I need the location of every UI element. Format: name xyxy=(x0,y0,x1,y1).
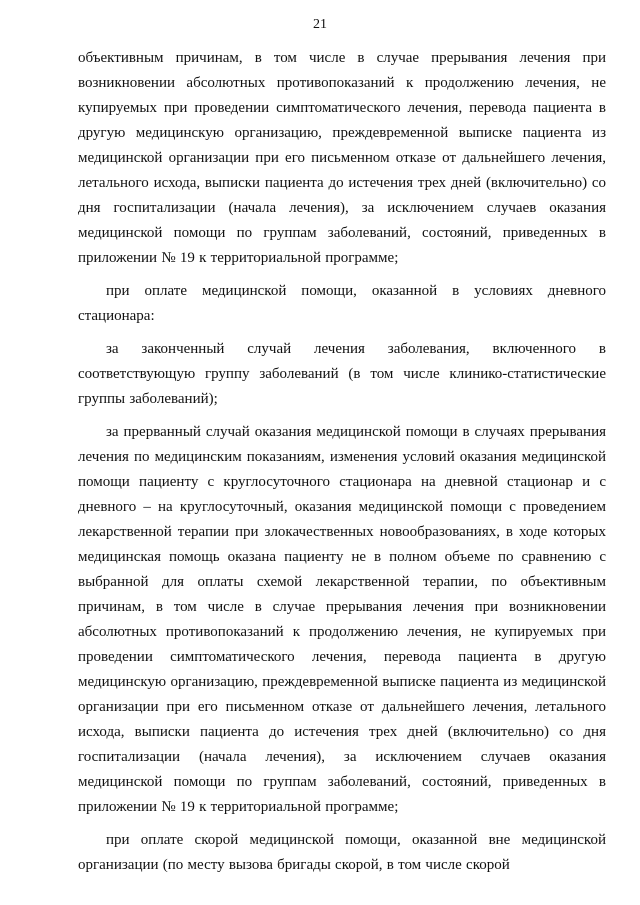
paragraph-interrupted-case: за прерванный случай оказания медицинской помощи в случаях прерывания лечения по медицинским показаниям, изменения условий оказания медицинской помощи пациенту с круглосуточного стационара на дневной стационар и с дневного – на круглосуточный, оказания медицинской помощи с проведением лекарственной терапии при злокачественных новообразованиях, в ходе которых медицинская помощь оказана пациенту не в полном объеме по сравнению с выбранной для оплаты схемой лекарственной терапии, по объективным причинам, в том числе в случае прерывания лечения при возникновении абсолютных противопоказаний к продолжению лечения, не купируемых при проведении симптоматического лечения, перевода пациента в другую медицинскую организацию, преждевременной выписке пациента из медицинской организации при его письменном отказе от дальнейшего лечения, летального исхода, выписки пациента до истечения трех дней (включительно) со дня госпитализации (начала лечения), за исключением случаев оказания медицинской помощи по группам заболеваний, состояний, приведенных в приложении № 19 к территориальной программе; xyxy=(78,424,606,815)
body-text xyxy=(78,46,606,886)
paragraph-emergency-care-payment: при оплате скорой медицинской помощи, оказанной вне медицинской организации (по месту вызова бригады скорой, в том числе скорой xyxy=(78,832,606,873)
paragraph-completed-case: за законченный случай лечения заболевания, включенного в соответствующую группу заболеваний (в том числе клинико-статистические группы заболеваний); xyxy=(78,341,606,407)
page-number: 21 xyxy=(313,17,327,32)
paragraph-day-hospital-payment: при оплате медицинской помощи, оказанной в условиях дневного стационара: xyxy=(78,283,606,324)
paragraph-continuation: объективным причинам, в том числе в случае прерывания лечения при возникновении абсолютных противопоказаний к продолжению лечения, не купируемых при проведении симптоматического лечения, перевода пациента в другую медицинскую организацию, преждевременной выписке пациента из медицинской организации при его письменном отказе от дальнейшего лечения, летального исхода, выписки пациента до истечения трех дней (включительно) со дня госпитализации (начала лечения), за исключением случаев оказания медицинской помощи по группам заболеваний, состояний, приведенных в приложении № 19 к территориальной программе; xyxy=(78,50,606,266)
